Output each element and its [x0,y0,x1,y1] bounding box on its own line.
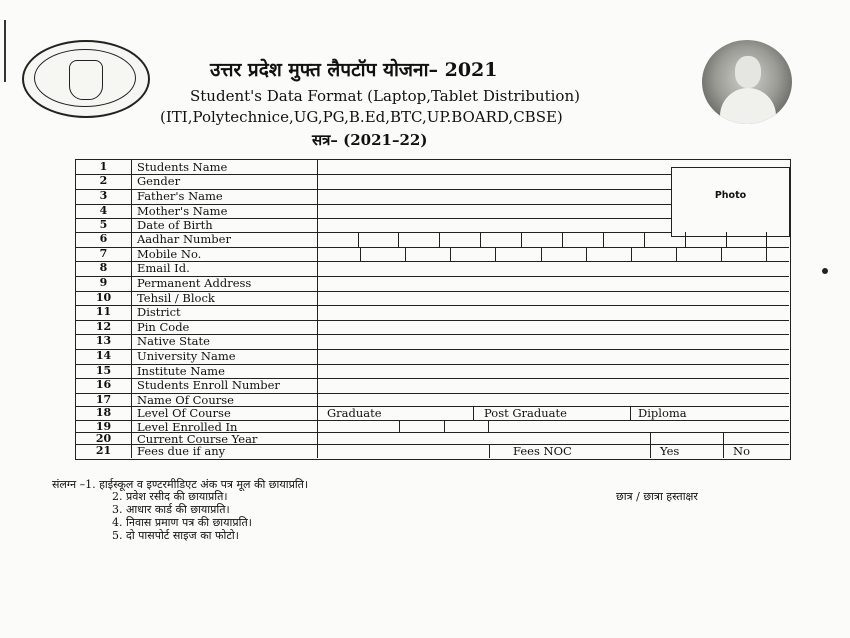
page-edge [4,20,6,82]
row-number: 12 [95,320,112,333]
row-label: Level Enrolled In [137,420,238,434]
row-number: 16 [95,378,112,391]
row-number: 14 [95,349,112,362]
row-label: District [137,305,181,319]
table-row[interactable] [76,334,789,350]
row-number: 2 [99,174,108,187]
aadhar-cell-divider [644,232,645,247]
mobile-cell-divider [360,247,361,261]
enclosure-item-3: 3. आधार कार्ड की छायाप्रति। [112,503,230,516]
mobile-cell-divider [676,247,677,261]
fees-noc-label: Fees NOC [513,444,572,458]
enclosure-item-5: 5. दो पासपोर्ट साइज का फोटो। [112,529,239,542]
aadhar-cell-divider [562,232,563,247]
row-number: 3 [99,189,108,202]
row-number: 19 [95,420,112,433]
aadhar-cell-divider [398,232,399,247]
aadhar-cell-divider [439,232,440,247]
enclosure-item-1: संलग्न –1. हाईस्कूल व इण्टरमीडिएट अंक पत्र मूल की छायाप्रति। [52,478,309,491]
row-number: 5 [99,218,108,231]
row-label: Fees due if any [137,444,226,458]
aadhar-cell-divider [766,232,767,247]
form-subtitle: Student's Data Format (Laptop,Tablet Distribution) [190,87,580,105]
row-label: Native State [137,334,210,348]
row-label: Mother's Name [137,204,228,218]
row-number: 15 [95,364,112,377]
row-label: Mobile No. [137,247,202,261]
mobile-cell-divider [450,247,451,261]
row-number: 6 [99,232,108,245]
leader-portrait-image [702,40,792,124]
mobile-cell-divider [631,247,632,261]
table-row[interactable] [76,174,671,190]
row-label: Aadhar Number [137,232,231,246]
enclosure-item-4: 4. निवास प्रमाण पत्र की छायाप्रति। [112,516,252,529]
fees-noc-yes[interactable]: Yes [660,444,680,458]
level-option-graduate[interactable]: Graduate [327,406,382,420]
row-label: Gender [137,174,181,188]
course-year-cell-divider [488,420,489,432]
level-option-diploma[interactable]: Diploma [638,406,687,420]
mobile-cell-divider [721,247,722,261]
num-column-divider [131,160,132,458]
row-label: Current Course Year [137,432,258,446]
course-year-cell-divider [399,420,400,432]
aadhar-cell-divider [726,232,727,247]
session-line: सत्र– (2021–22) [312,131,428,149]
fees-noc-no[interactable]: No [733,444,750,458]
row-label: Institute Name [137,364,225,378]
row-label: Name Of Course [137,393,234,407]
level-option-post-graduate[interactable]: Post Graduate [484,406,567,420]
table-row[interactable] [76,160,671,175]
table-row[interactable] [76,218,671,233]
table-row[interactable] [76,393,789,407]
label-column-divider [317,160,318,458]
table-row[interactable] [76,378,789,394]
scheme-title: उत्तर प्रदेश मुफ्त लैपटॉप योजना– 2021 [210,59,498,81]
aadhar-cell-divider [685,232,686,247]
table-row[interactable] [76,320,789,335]
row-number: 17 [95,393,112,406]
photo-label: Photo [714,190,747,201]
row-label: Students Name [137,160,228,174]
row-label: Pin Code [137,320,190,334]
student-data-table [75,159,791,460]
mobile-cell-divider [495,247,496,261]
row-number: 10 [95,291,112,304]
row-label: Date of Birth [137,218,213,232]
course-year-cell-divider [444,420,445,432]
table-row[interactable] [76,189,671,205]
row-label: Level Of Course [137,406,231,420]
row-label: University Name [137,349,236,363]
scan-mark [822,268,828,274]
table-row[interactable] [76,291,789,306]
enclosure-item-2: 2. प्रवेश रसीद की छायाप्रति। [112,490,228,503]
row-number: 9 [99,276,108,289]
aadhar-cell-divider [480,232,481,247]
mobile-cell-divider [766,247,767,261]
mobile-cell-divider [541,247,542,261]
courses-line: (ITI,Polytechnice,UG,PG,B.Ed,BTC,UP.BOARD,CBSE) [160,108,563,126]
row-number: 13 [95,334,112,347]
aadhar-cell-divider [358,232,359,247]
table-row[interactable] [76,247,789,262]
mobile-cell-divider [586,247,587,261]
photo-box[interactable] [671,167,790,237]
row-number: 18 [95,406,112,419]
aadhar-cell-divider [521,232,522,247]
row-label: Email Id. [137,261,190,275]
row-label: Students Enroll Number [137,378,280,392]
row-number: 21 [95,444,112,457]
row-number: 4 [99,204,108,217]
table-row[interactable] [76,349,789,365]
mobile-cell-divider [405,247,406,261]
table-row[interactable] [76,364,789,379]
table-row[interactable] [76,261,789,277]
table-row[interactable] [76,305,789,321]
row-label: Tehsil / Block [137,291,215,305]
table-row[interactable] [76,204,671,219]
row-number: 11 [95,305,112,318]
table-row[interactable] [76,276,789,292]
signature-label: छात्र / छात्रा हस्ताक्षर [616,490,698,503]
row-number: 7 [99,247,108,260]
row-number: 8 [99,261,108,274]
table-row[interactable] [76,444,789,458]
aadhar-cell-divider [603,232,604,247]
row-number: 1 [99,160,108,173]
row-label: Permanent Address [137,276,252,290]
up-govt-emblem-icon [22,40,150,118]
row-number: 20 [95,432,112,445]
row-label: Father's Name [137,189,223,203]
